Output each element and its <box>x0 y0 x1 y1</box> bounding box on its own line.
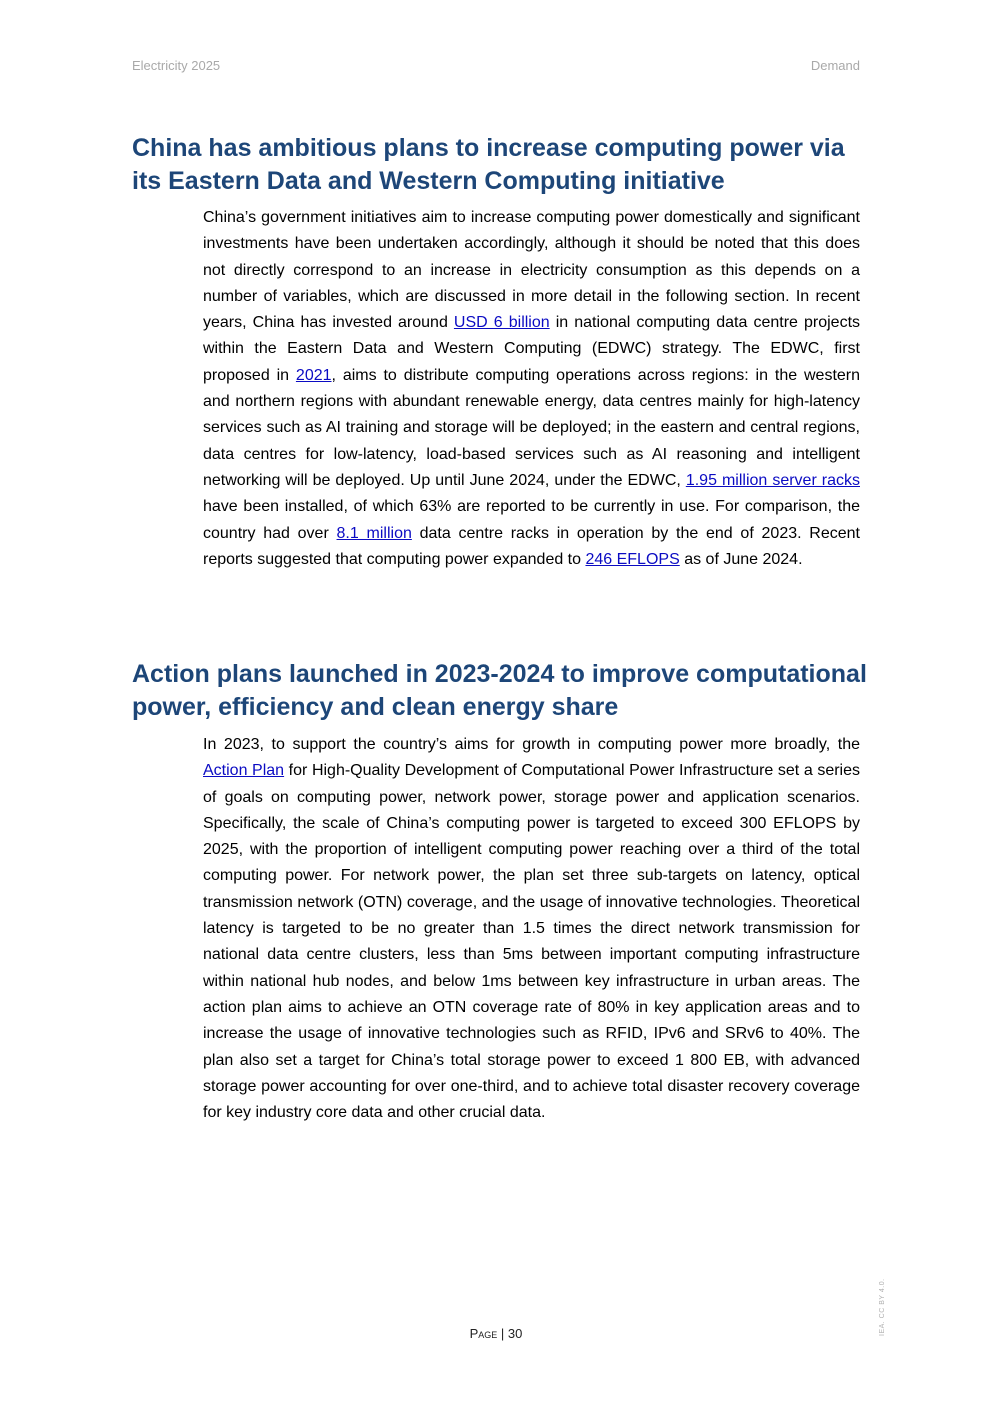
running-header <box>132 58 860 76</box>
paragraph-text: in national computing data centre projects within the Eastern Data and Western Computing (EDWC) strategy. The EDWC, first proposed in <box>203 314 861 384</box>
page-footer <box>0 1326 992 1341</box>
year-2021-link[interactable]: 2021 <box>295 366 332 384</box>
page-number: 30 <box>507 1326 523 1341</box>
paragraph-text: as of June 2024. <box>679 550 803 568</box>
usd-6-billion-link[interactable]: USD 6 billion <box>453 314 550 332</box>
license-mark: IEA. CC BY 4.0. <box>879 1278 886 1336</box>
paragraph-text: data centre racks in operation by the end of 2023. Recent reports suggested that computing power expanded to <box>203 524 861 568</box>
action-plan-link[interactable]: Action Plan <box>203 762 285 780</box>
paragraph-text: , aims to distribute computing operations across regions: in the western and northern regions with abundant renewable energy, data centres mainly for high-latency services such as AI training and storage will be deployed; in the eastern and central regions, data centres for low-latency, load-based services such as AI reasoning and intelligent networking will be deployed. Up until June 2024, under the EDWC, <box>203 366 861 489</box>
page-separator: | <box>497 1326 508 1341</box>
section2-paragraph <box>203 732 860 1126</box>
section2-heading: Action plans launched in 2023-2024 to improve computational power, efficiency and clean energy share <box>132 660 867 721</box>
section1-heading: China has ambitious plans to increase computing power via its Eastern Data and Western Computing initiative <box>132 134 845 195</box>
paragraph-text: China’s government initiatives aim to increase computing power domestically and significant investments have been undertaken accordingly, although it should be noted that this does not directly correspond to an increase in electricity consumption as this depends on a number of variables, which are discussed in more detail in the following section. In recent years, China has invested around <box>203 209 860 332</box>
page-label: Page <box>469 1326 498 1341</box>
paragraph-text: In 2023, to support the country’s aims for growth in computing power more broadly, the <box>203 736 860 753</box>
eflops-link[interactable]: 246 EFLOPS <box>585 550 680 568</box>
paragraph-text: have been installed, of which 63% are reported to be currently in use. For comparison, the country had over <box>203 498 860 542</box>
paragraph-text: for High-Quality Development of Computational Power Infrastructure set a series of goals on computing power, network power, storage power and application scenarios. Specifically, the scale of China’s computing power is targeted to exceed 300 EFLOPS by 2025, with the proportion of intelligent computing power reaching over a third of the total computing power. For network power, the plan set three sub-targets on latency, optical transmission network (OTN) coverage, and the usage of innovative technologies. Theoretical latency is targeted to be no greater than 1.5 times the direct network transmission for national data centre clusters, less than 5ms between important computing infrastructure within national hub nodes, and below 1ms between key infrastructure in urban areas. The action plan aims to achieve an OTN coverage rate of 80% in key application areas and to increase the usage of innovative technologies such as RFID, IPv6 and SRv6 to 40%. The plan also set a target for China’s total storage power to exceed 1 800 EB, with advanced storage power accounting for over one-third, and to achieve total disaster recovery coverage for key industry core data and other crucial data. <box>203 762 861 1122</box>
racks-8-1-million-link[interactable]: 8.1 million <box>336 524 412 542</box>
server-racks-link[interactable]: 1.95 million server racks <box>685 471 860 489</box>
report-title: Electricity 2025 <box>132 58 221 73</box>
chapter-title: Demand <box>810 58 860 73</box>
section1-paragraph <box>203 205 860 573</box>
